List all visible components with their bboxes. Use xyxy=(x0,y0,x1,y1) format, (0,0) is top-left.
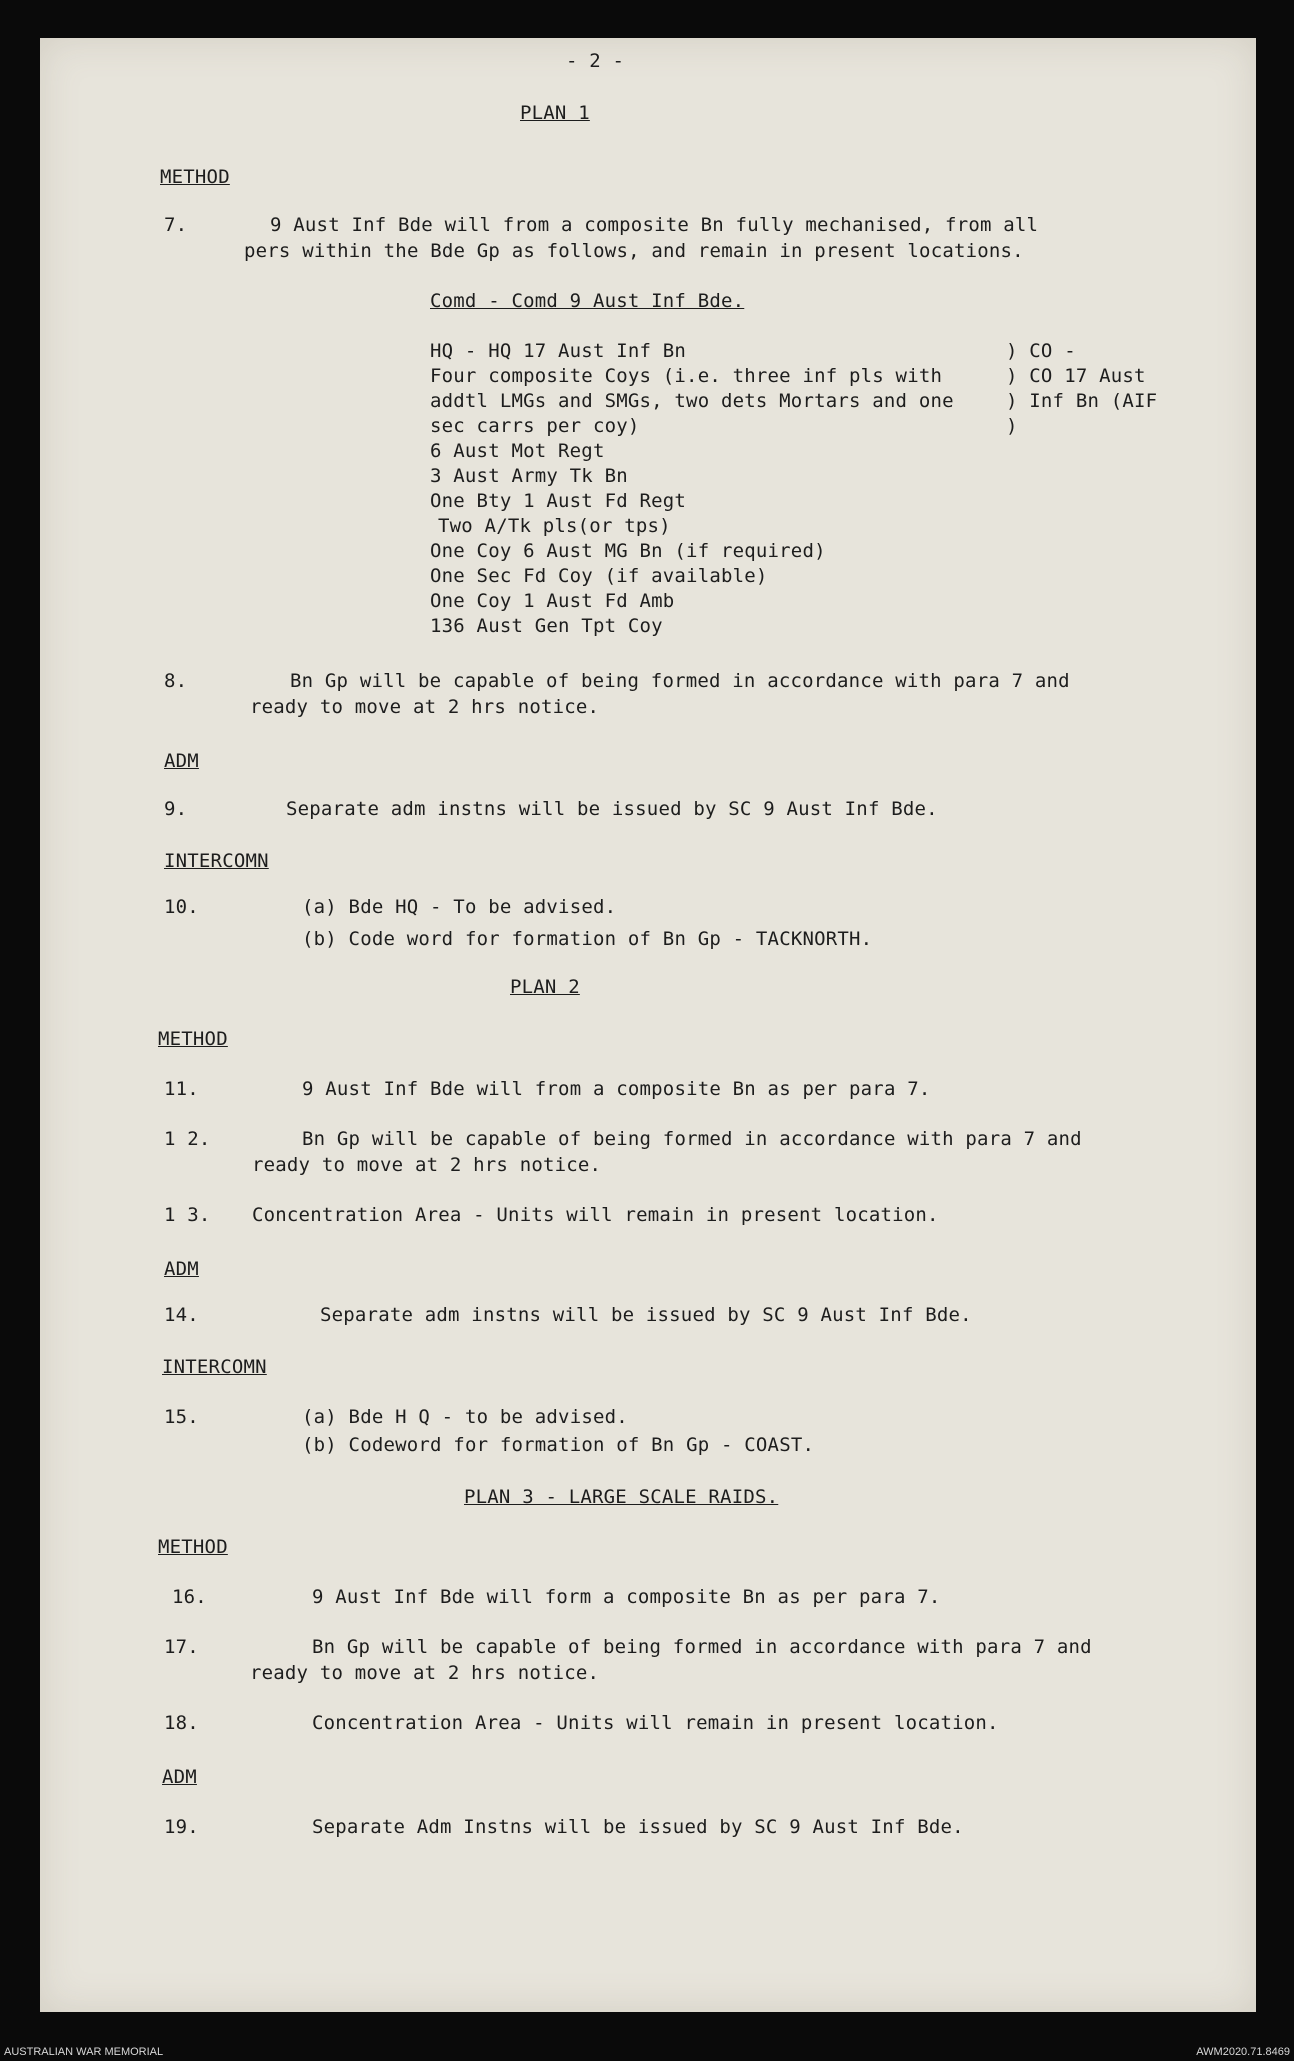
oob-line: Two A/Tk pls(or tps) xyxy=(438,515,671,537)
para-14-number: 14. xyxy=(164,1304,199,1326)
oob-line: addtl LMGs and SMGs, two dets Mortars and one xyxy=(430,390,954,412)
para-19-number: 19. xyxy=(164,1816,199,1838)
para-9-text: Separate adm instns will be issued by SC 9 Aust Inf Bde. xyxy=(286,798,938,820)
plan3-adm-heading: ADM xyxy=(162,1766,197,1788)
para-9-number: 9. xyxy=(164,798,188,820)
para-18-text: Concentration Area - Units will remain in present location. xyxy=(312,1712,999,1734)
plan3-heading: PLAN 3 - LARGE SCALE RAIDS. xyxy=(464,1486,779,1508)
page-number: - 2 - xyxy=(566,50,625,72)
bracket-note-line: ) Inf Bn (AIF xyxy=(1006,390,1158,412)
plan1-intercomn-heading: INTERCOMN xyxy=(164,850,269,872)
para-17-number: 17. xyxy=(164,1636,199,1658)
oob-line: HQ - HQ 17 Aust Inf Bn xyxy=(430,340,687,362)
plan3-method-heading: METHOD xyxy=(158,1536,228,1558)
plan2-adm-heading: ADM xyxy=(164,1258,199,1280)
oob-line: One Coy 6 Aust MG Bn (if required) xyxy=(430,540,826,562)
oob-line: 3 Aust Army Tk Bn xyxy=(430,465,628,487)
comd-heading: Comd - Comd 9 Aust Inf Bde. xyxy=(430,290,745,312)
plan1-adm-heading: ADM xyxy=(164,750,199,772)
para-13-number: 1 3. xyxy=(164,1204,211,1226)
para-17-line2: ready to move at 2 hrs notice. xyxy=(250,1662,600,1684)
para-8-line2: ready to move at 2 hrs notice. xyxy=(250,696,600,718)
para-7-number: 7. xyxy=(164,214,188,236)
bracket-note-line: ) xyxy=(1006,415,1018,437)
para-18-number: 18. xyxy=(164,1712,199,1734)
para-10-number: 10. xyxy=(164,896,199,918)
para-10-a: (a) Bde HQ - To be advised. xyxy=(302,896,617,918)
para-10-b: (b) Code word for formation of Bn Gp - TACKNORTH. xyxy=(302,928,873,950)
para-16-text: 9 Aust Inf Bde will form a composite Bn as per para 7. xyxy=(312,1586,941,1608)
para-11-number: 11. xyxy=(164,1078,199,1100)
para-12-line2: ready to move at 2 hrs notice. xyxy=(252,1154,602,1176)
para-8-number: 8. xyxy=(164,670,188,692)
plan2-heading: PLAN 2 xyxy=(510,976,580,998)
plan2-method-heading: METHOD xyxy=(158,1028,228,1050)
para-8-line1: Bn Gp will be capable of being formed in accordance with para 7 and xyxy=(290,670,1070,692)
para-12-number: 1 2. xyxy=(164,1128,211,1150)
para-19-text: Separate Adm Instns will be issued by SC 9 Aust Inf Bde. xyxy=(312,1816,964,1838)
footer-credit: AUSTRALIAN WAR MEMORIAL xyxy=(4,2046,164,2058)
oob-line: 6 Aust Mot Regt xyxy=(430,440,605,462)
para-16-number: 16. xyxy=(172,1586,207,1608)
footer-accession-number: AWM2020.71.8469 xyxy=(1196,2046,1290,2058)
plan1-heading: PLAN 1 xyxy=(520,102,590,124)
oob-line: One Bty 1 Aust Fd Regt xyxy=(430,490,687,512)
oob-line: One Coy 1 Aust Fd Amb xyxy=(430,590,675,612)
para-13-text: Concentration Area - Units will remain in present location. xyxy=(252,1204,939,1226)
para-14-text: Separate adm instns will be issued by SC 9 Aust Inf Bde. xyxy=(320,1304,972,1326)
para-7-line2: pers within the Bde Gp as follows, and remain in present locations. xyxy=(244,240,1024,262)
para-7-line1: 9 Aust Inf Bde will from a composite Bn fully mechanised, from all xyxy=(270,214,1039,236)
oob-line: Four composite Coys (i.e. three inf pls with xyxy=(430,365,943,387)
para-15-number: 15. xyxy=(164,1406,199,1428)
para-11-text: 9 Aust Inf Bde will from a composite Bn as per para 7. xyxy=(302,1078,931,1100)
para-12-line1: Bn Gp will be capable of being formed in accordance with para 7 and xyxy=(302,1128,1082,1150)
plan1-method-heading: METHOD xyxy=(160,166,230,188)
para-17-line1: Bn Gp will be capable of being formed in accordance with para 7 and xyxy=(312,1636,1092,1658)
para-15-a: (a) Bde H Q - to be advised. xyxy=(302,1406,628,1428)
oob-line: 136 Aust Gen Tpt Coy xyxy=(430,615,663,637)
oob-line: One Sec Fd Coy (if available) xyxy=(430,565,768,587)
plan2-intercomn-heading: INTERCOMN xyxy=(162,1356,267,1378)
bracket-note-line: ) CO 17 Aust xyxy=(1006,365,1146,387)
bracket-note-line: ) CO - xyxy=(1006,340,1076,362)
para-15-b: (b) Codeword for formation of Bn Gp - COAST. xyxy=(302,1434,815,1456)
oob-line: sec carrs per coy) xyxy=(430,415,640,437)
